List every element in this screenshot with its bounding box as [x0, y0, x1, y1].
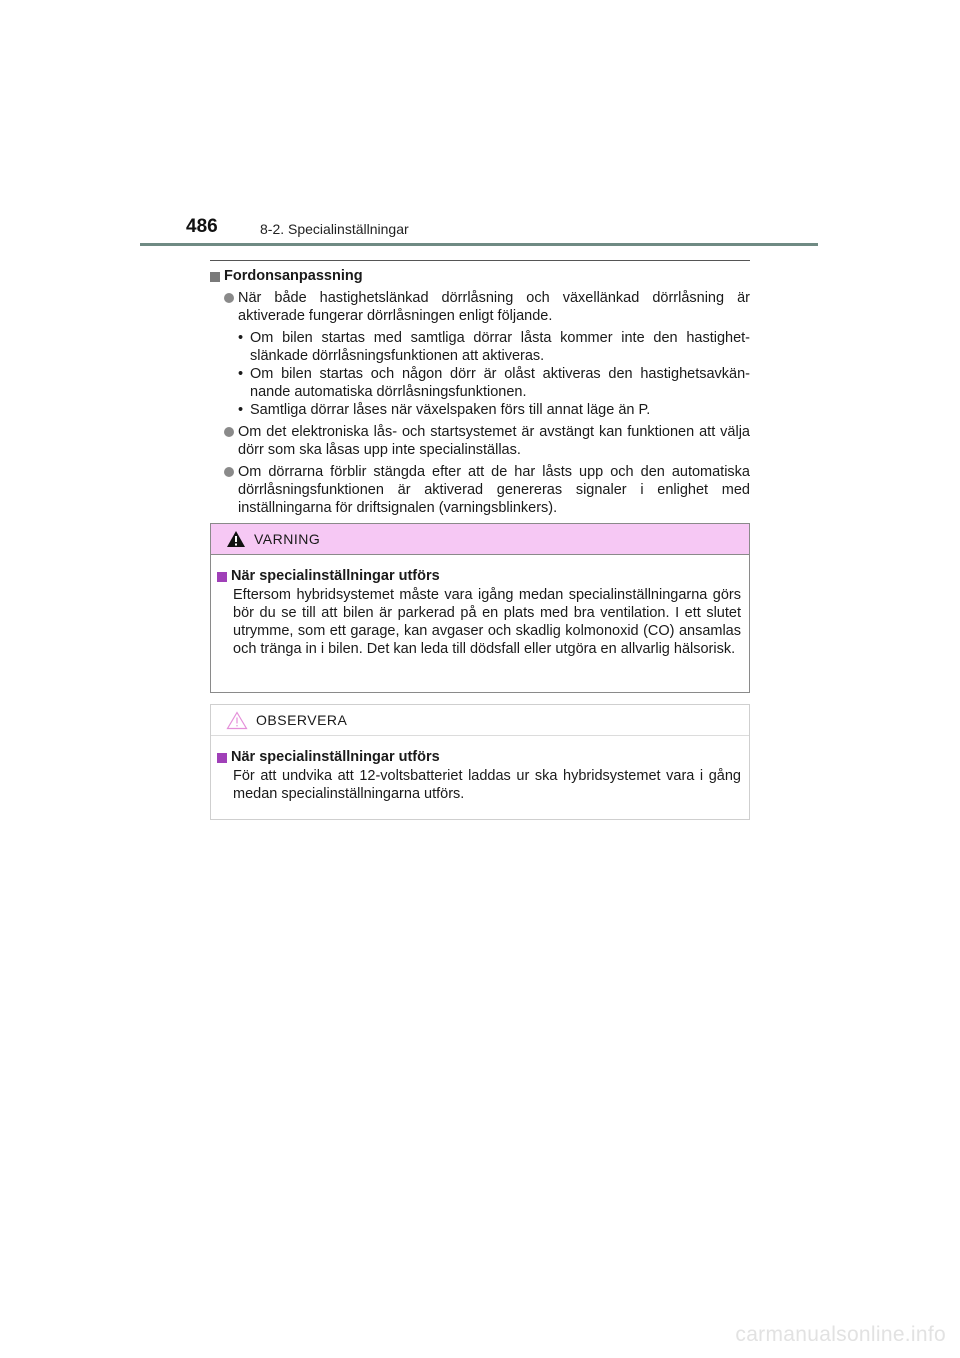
- section-heading-text: Fordonsanpassning: [224, 268, 363, 284]
- section-heading: [210, 267, 750, 286]
- square-bullet-icon: [217, 572, 227, 582]
- dot-bullet-icon: •: [238, 402, 244, 418]
- section-divider: [210, 260, 750, 261]
- warning-box: [210, 523, 750, 693]
- list-item: [210, 289, 750, 325]
- sub-list-item: [210, 401, 750, 419]
- list-item-text: Om det elektroniska lås- och startsystemet är avstängt kan funktionen att välja dörr som ska låsas upp inte specialinställas.: [238, 424, 750, 458]
- header-rule: [140, 243, 818, 246]
- main-content: [210, 260, 750, 521]
- square-bullet-icon: [217, 753, 227, 763]
- warning-triangle-icon: [226, 530, 246, 548]
- warning-text: Eftersom hybridsystemet måste vara igång medan specialinställningarna görs bör du se till att bilen är parkerad på en plats med bra ventilation. I ett slutet utrymme, som ett garage, kan avgaser och skadlig kolmonoxid (CO) ansamlas och tränga in i bilen. Det kan leda till dödsfall eller utgöra en allvarlig hälsorisk.: [233, 587, 741, 657]
- circle-bullet-icon: [224, 427, 234, 437]
- dot-bullet-icon: •: [238, 366, 244, 382]
- sub-list-item: [210, 329, 750, 365]
- notice-box: [210, 704, 750, 820]
- caution-triangle-outline-icon: [226, 711, 248, 730]
- sub-list-item-text: Samtliga dörrar låses när växelspaken förs till annat läge än P.: [250, 402, 651, 418]
- dot-bullet-icon: •: [238, 330, 244, 346]
- watermark: carmanualsonline.info: [735, 1323, 946, 1346]
- page-header: [0, 0, 960, 250]
- sub-list-item: [210, 365, 750, 401]
- list-item-text: När både hastighetslänkad dörrlåsning och växellänkad dörrlåsning är aktiverade fungerar dörrlåsningen enligt följande.: [238, 290, 750, 324]
- warning-heading: [217, 567, 743, 586]
- sub-list-item-text: Om bilen startas med samtliga dörrar låsta kommer inte den hastighet-slänkade dörrlåsningsfunktionen att aktiveras.: [250, 330, 750, 364]
- list-item: [210, 463, 750, 517]
- warning-label: VARNING: [254, 531, 321, 547]
- square-bullet-icon: [210, 272, 220, 282]
- section-title: 8-2. Specialinställningar: [260, 221, 409, 237]
- list-item-text: Om dörrarna förblir stängda efter att de har låsts upp och den automatiska dörrlåsningsfunktionen är aktiverad genereras signaler i enlighet med inställningarna för driftsignalen (varningsblinkers).: [238, 464, 750, 516]
- list-item: [210, 423, 750, 459]
- notice-label: OBSERVERA: [256, 712, 348, 728]
- notice-heading-text: När specialinställningar utförs: [231, 749, 440, 765]
- notice-text: För att undvika att 12-voltsbatteriet laddas ur ska hybridsystemet vara i gång medan specialinställningarna utförs.: [233, 768, 741, 802]
- warning-header: [211, 524, 749, 555]
- notice-heading: [217, 748, 743, 767]
- circle-bullet-icon: [224, 467, 234, 477]
- sub-list-item-text: Om bilen startas och någon dörr är olåst aktiveras den hastighetsavkän-nande automatiska dörrlåsningsfunktionen.: [250, 366, 750, 400]
- page-number: 486: [186, 216, 218, 237]
- notice-header: [211, 705, 749, 736]
- warning-heading-text: När specialinställningar utförs: [231, 568, 440, 584]
- circle-bullet-icon: [224, 293, 234, 303]
